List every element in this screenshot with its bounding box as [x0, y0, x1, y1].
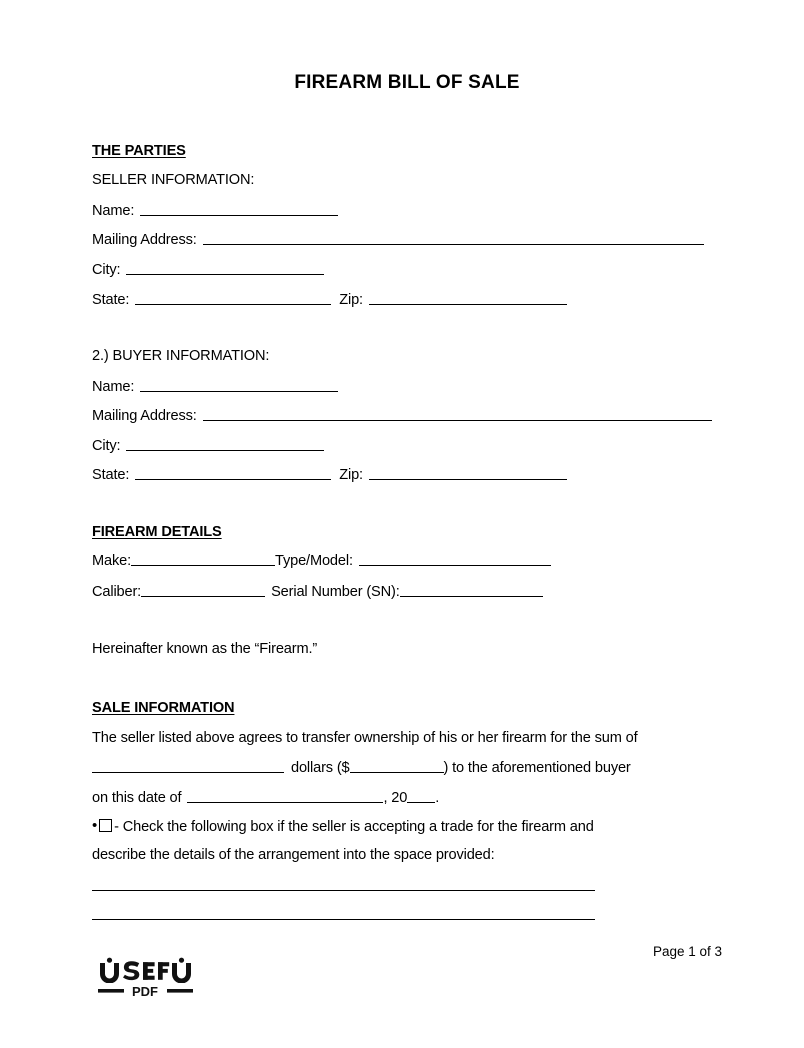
sale-dollars-suffix: ) to the aforementioned buyer: [443, 760, 631, 776]
firearm-serial-number-label: Serial Number (SN):: [271, 584, 400, 600]
sale-amount-words-input-line[interactable]: [92, 760, 284, 773]
logo-wordmark: [98, 957, 193, 983]
sale-date-period: .: [435, 790, 440, 806]
buyer-name-row: [92, 378, 338, 396]
buyer-zip-input-line[interactable]: [369, 467, 567, 480]
usefulpdf-logo: [98, 957, 193, 998]
buyer-mailing-address-row: [92, 407, 712, 425]
seller-state-input-line[interactable]: [135, 292, 331, 305]
section-heading-sale-information: SALE INFORMATION: [92, 700, 235, 716]
svg-text:PDF: PDF: [132, 984, 158, 998]
seller-state-label: State:: [92, 292, 130, 308]
sale-date-year-input-line[interactable]: [407, 790, 435, 803]
hereinafter-text: Hereinafter known as the “Firearm.”: [92, 641, 318, 657]
buyer-state-zip-row: [92, 466, 567, 484]
sale-dollars-label: dollars ($: [291, 760, 350, 776]
trade-line-2: describe the details of the arrangement into the space provided:: [92, 847, 495, 863]
sale-amount-row: [92, 759, 631, 777]
seller-name-row: [92, 202, 338, 220]
sale-paragraph-line-1: The seller listed above agrees to transfer ownership of his or her firearm for the sum of: [92, 730, 638, 746]
buyer-state-input-line[interactable]: [135, 467, 331, 480]
trade-line-1: - Check the following box if the seller is accepting a trade for the firearm and: [114, 819, 594, 835]
trade-description-line-1[interactable]: [92, 890, 595, 891]
buyer-state-label: State:: [92, 467, 130, 483]
seller-city-label: City:: [92, 262, 121, 278]
buyer-city-row: [92, 437, 324, 455]
seller-name-input-line[interactable]: [140, 203, 338, 216]
seller-zip-label: Zip:: [339, 292, 363, 308]
buyer-zip-label: Zip:: [339, 467, 363, 483]
firearm-make-row: [92, 552, 551, 570]
buyer-name-input-line[interactable]: [140, 379, 338, 392]
sale-date-year-prefix: , 20: [383, 790, 408, 806]
section-heading-firearm-details: FIREARM DETAILS: [92, 524, 222, 540]
firearm-make-input-line[interactable]: [131, 553, 275, 566]
sale-amount-numeric-input-line[interactable]: [350, 760, 444, 773]
seller-city-row: [92, 261, 324, 279]
sale-date-prefix: on this date of: [92, 790, 182, 806]
seller-name-label: Name:: [92, 203, 135, 219]
firearm-type-model-label: Type/Model:: [275, 553, 353, 569]
seller-city-input-line[interactable]: [126, 262, 324, 275]
buyer-name-label: Name:: [92, 379, 135, 395]
logo-subtext: [98, 984, 193, 998]
seller-information-label: SELLER INFORMATION:: [92, 172, 255, 188]
firearm-type-model-input-line[interactable]: [359, 553, 551, 566]
firearm-make-label: Make:: [92, 553, 131, 569]
buyer-city-label: City:: [92, 438, 121, 454]
trade-checkbox[interactable]: [99, 819, 112, 832]
page-number: Page 1 of 3: [652, 944, 722, 959]
seller-mailing-address-input-line[interactable]: [203, 232, 704, 245]
sale-date-input-line[interactable]: [187, 790, 383, 803]
seller-state-zip-row: [92, 291, 567, 309]
trade-description-line-2[interactable]: [92, 919, 595, 920]
firearm-caliber-label: Caliber:: [92, 584, 142, 600]
section-heading-parties: THE PARTIES: [92, 143, 186, 159]
buyer-city-input-line[interactable]: [126, 438, 324, 451]
trade-checkbox-row: [92, 818, 594, 836]
buyer-mailing-address-input-line[interactable]: [203, 408, 712, 421]
bullet-icon: •: [92, 817, 98, 834]
seller-mailing-address-label: Mailing Address:: [92, 232, 197, 248]
firearm-caliber-input-line[interactable]: [141, 584, 265, 597]
firearm-serial-number-input-line[interactable]: [400, 584, 543, 597]
page-title: FIREARM BILL OF SALE: [294, 72, 520, 93]
seller-zip-input-line[interactable]: [369, 292, 567, 305]
sale-date-row: [92, 789, 439, 807]
seller-mailing-address-row: [92, 231, 704, 249]
buyer-information-label: 2.) BUYER INFORMATION:: [92, 348, 270, 364]
firearm-caliber-row: [92, 583, 543, 601]
buyer-mailing-address-label: Mailing Address:: [92, 408, 197, 424]
